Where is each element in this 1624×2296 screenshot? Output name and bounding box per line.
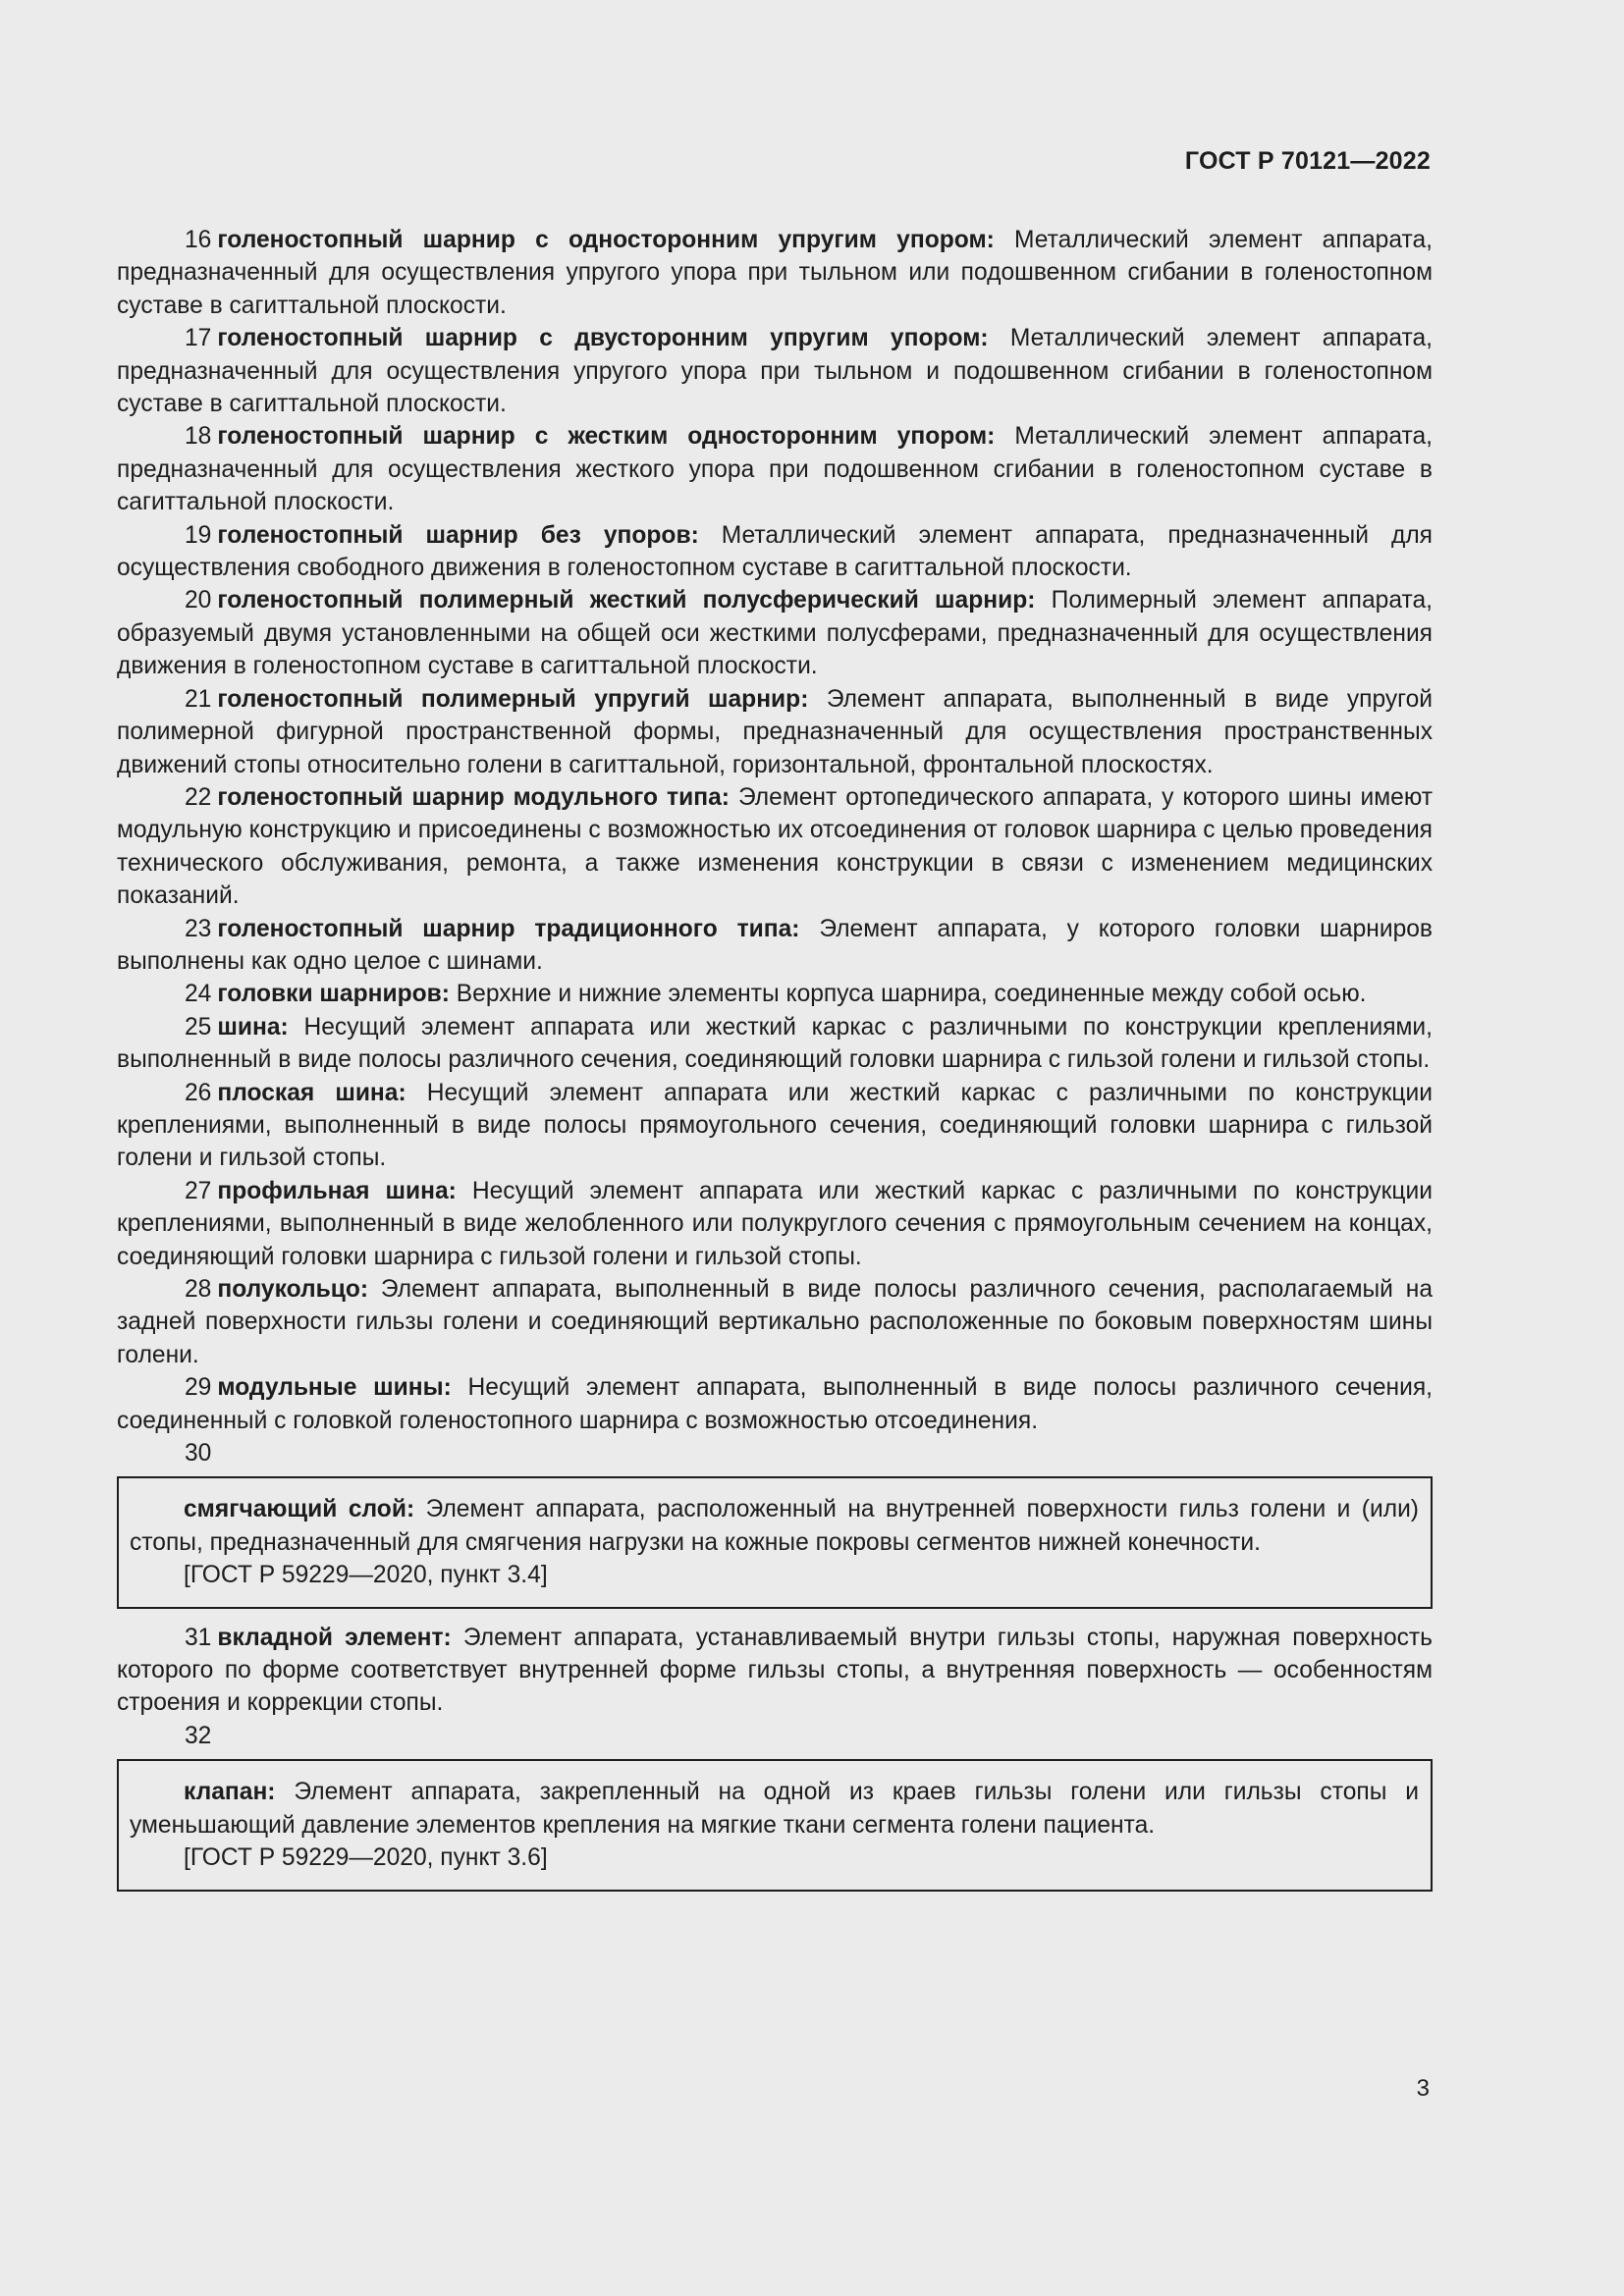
entry-term: голеностопный шарнир модульного типа: [217, 783, 730, 811]
entry-number: 19 [185, 521, 212, 549]
term-entry-17 [117, 322, 1433, 420]
entry-term: голеностопный полимерный жесткий полусферический шарнир: [217, 587, 1036, 614]
entry-number: 24 [185, 981, 212, 1008]
entry-definition: Элемент аппарата, расположенный на внутренней поверхности гильз голени и (или) стопы, предназначенный для смягчения нагрузки на кожные покровы сегментов нижней конечности. [130, 1496, 1419, 1556]
term-entry-31 [117, 1622, 1433, 1720]
page-number: 3 [1416, 2075, 1430, 2102]
term-entry-18 [117, 420, 1433, 518]
entry-definition: Элемент аппарата, у которого головки шарниров выполнены как одно целое с шинами. [117, 915, 1433, 975]
document-body [117, 224, 1433, 1904]
entry-definition: Несущий элемент аппарата или жесткий каркас с различными по конструкции креплениями, выполненный в виде полосы различного сечения, соединяющий головки шарнира с гильзой голени и гильзой стопы. [117, 1013, 1433, 1074]
entry-definition: Металлический элемент аппарата, предназначенный для осуществления жесткого упора при подошвенном сгибании в голеностопном суставе в сагиттальной плоскости. [117, 423, 1433, 516]
term-entry-27 [117, 1175, 1433, 1273]
term-entry-16 [117, 224, 1433, 322]
entry-term: полукольцо: [217, 1276, 369, 1303]
entry-term: модульные шины: [217, 1374, 452, 1402]
entry-definition: Элемент аппарата, закрепленный на одной из краев гильзы голени или гильзы стопы и уменьшающий давление элементов крепления на мягкие ткани сегмента голени пациента. [130, 1779, 1419, 1839]
entry-number: 26 [185, 1079, 212, 1106]
source-reference: [ГОСТ Р 59229—2020, пункт 3.4] [184, 1562, 548, 1589]
entry-number: 17 [185, 325, 212, 352]
entry-number: 22 [185, 783, 212, 811]
term-entry-24 [117, 978, 1433, 1010]
entry-number-32: 32 [185, 1722, 212, 1749]
entry-term: смягчающий слой: [184, 1496, 415, 1523]
entry-term: голеностопный шарнир с двусторонним упругим упором: [217, 325, 989, 352]
entry-term: плоская шина: [217, 1079, 406, 1106]
entry-definition: Элемент ортопедического аппарата, у которого шины имеют модульную конструкцию и присоединены с возможностью их отсоединения от головок шарнира с целью проведения технического обслуживания, ремонта, а также изменения конструкции в связи с изменением медицинских показаний. [117, 783, 1433, 910]
entry-definition: Элемент аппарата, выполненный в виде упругой полимерной фигурной пространственной формы, предназначенный для осуществления пространственных движений стопы относительно голени в сагиттальной, горизонтальной, фронтальной плоскостях. [117, 685, 1433, 778]
entry-definition: Несущий элемент аппарата, выполненный в виде полосы различного сечения, соединенный с головкой голеностопного шарнира с возможностью отсоединения. [117, 1374, 1433, 1434]
term-entry-23 [117, 913, 1433, 979]
entry-term: профильная шина: [217, 1177, 457, 1204]
entry-term: голеностопный шарнир без упоров: [217, 521, 699, 549]
entry-definition: Элемент аппарата, выполненный в виде полосы различного сечения, располагаемый на задней поверхности гильзы голени и соединяющий вертикально расположенные по боковым поверхностям шины голени. [117, 1276, 1434, 1368]
entry-number: 29 [185, 1374, 212, 1402]
term-entry-22 [117, 781, 1433, 913]
entry-definition: Верхние и нижние элементы корпуса шарнира, соединенные между собой осью. [456, 981, 1367, 1008]
source-reference: [ГОСТ Р 59229—2020, пункт 3.6] [184, 1844, 548, 1872]
boxed-definition-32 [117, 1759, 1433, 1891]
entry-term: вкладной элемент: [217, 1624, 452, 1651]
entry-definition: Несущий элемент аппарата или жесткий каркас с различными по конструкции креплениями, выполненный в виде полосы прямоугольного сечения, соединяющий головки шарнира с гильзой голени и гильзой стопы. [117, 1079, 1433, 1172]
entry-number: 28 [185, 1276, 212, 1303]
entry-term: клапан: [184, 1779, 276, 1806]
entry-term: голеностопный шарнир с односторонним упругим упором: [217, 227, 995, 253]
entry-number: 18 [185, 423, 212, 451]
entry-number: 21 [185, 685, 212, 713]
entry-definition: Металлический элемент аппарата, предназначенный для осуществления упругого упора при тыльном или подошвенном сгибании в голеностопном суставе в сагиттальной плоскости. [117, 227, 1433, 319]
entry-number: 25 [185, 1013, 212, 1041]
entry-term: головки шарниров: [217, 981, 450, 1008]
term-entry-28 [117, 1273, 1433, 1371]
entry-number: 20 [185, 587, 212, 614]
term-entry-30 [130, 1493, 1419, 1559]
term-entry-20 [117, 584, 1433, 682]
term-entry-26 [117, 1077, 1433, 1175]
document-code: ГОСТ Р 70121—2022 [1184, 147, 1431, 175]
term-entry-21 [117, 683, 1433, 781]
term-entry-25 [117, 1011, 1433, 1077]
entry-definition: Металлический элемент аппарата, предназначенный для осуществления упругого упора при тыльном и подошвенном сгибании в голеностопном суставе в сагиттальной плоскости. [117, 325, 1433, 418]
entry-definition: Металлический элемент аппарата, предназначенный для осуществления свободного движения в голеностопном суставе в сагиттальной плоскости. [117, 521, 1433, 582]
entry-term: голеностопный шарнир с жестким односторонним упором: [217, 423, 996, 451]
entry-term: шина: [217, 1013, 289, 1041]
entry-term: голеностопный полимерный упругий шарнир: [217, 685, 809, 713]
entry-number: 23 [185, 915, 212, 942]
entry-number: 31 [185, 1624, 212, 1651]
entry-number-30: 30 [185, 1440, 212, 1468]
term-entry-32 [130, 1776, 1419, 1842]
term-entry-29 [117, 1371, 1433, 1437]
term-entry-19 [117, 519, 1433, 585]
entry-term: голеностопный шарнир традиционного типа: [217, 915, 800, 942]
entry-definition: Элемент аппарата, устанавливаемый внутри гильзы стопы, наружная поверхность которого по форме соответствует внутренней форме гильзы стопы, а внутренняя поверхность — особенностям строения и коррекции стопы. [117, 1624, 1433, 1717]
entry-definition: Несущий элемент аппарата или жесткий каркас с различными по конструкции креплениями, выполненный в виде желобленного или полукруглого сечения с прямоугольным сечением на концах, соединяющий головки шарнира с гильзой голени и гильзой стопы. [117, 1177, 1433, 1270]
entry-number: 27 [185, 1177, 212, 1204]
entry-number: 16 [185, 227, 212, 253]
boxed-definition-30 [117, 1476, 1433, 1608]
entry-definition: Полимерный элемент аппарата, образуемый двумя установленными на общей оси жесткими полусферами, предназначенный для осуществления движения в голеностопном суставе в сагиттальной плоскости. [117, 587, 1433, 680]
